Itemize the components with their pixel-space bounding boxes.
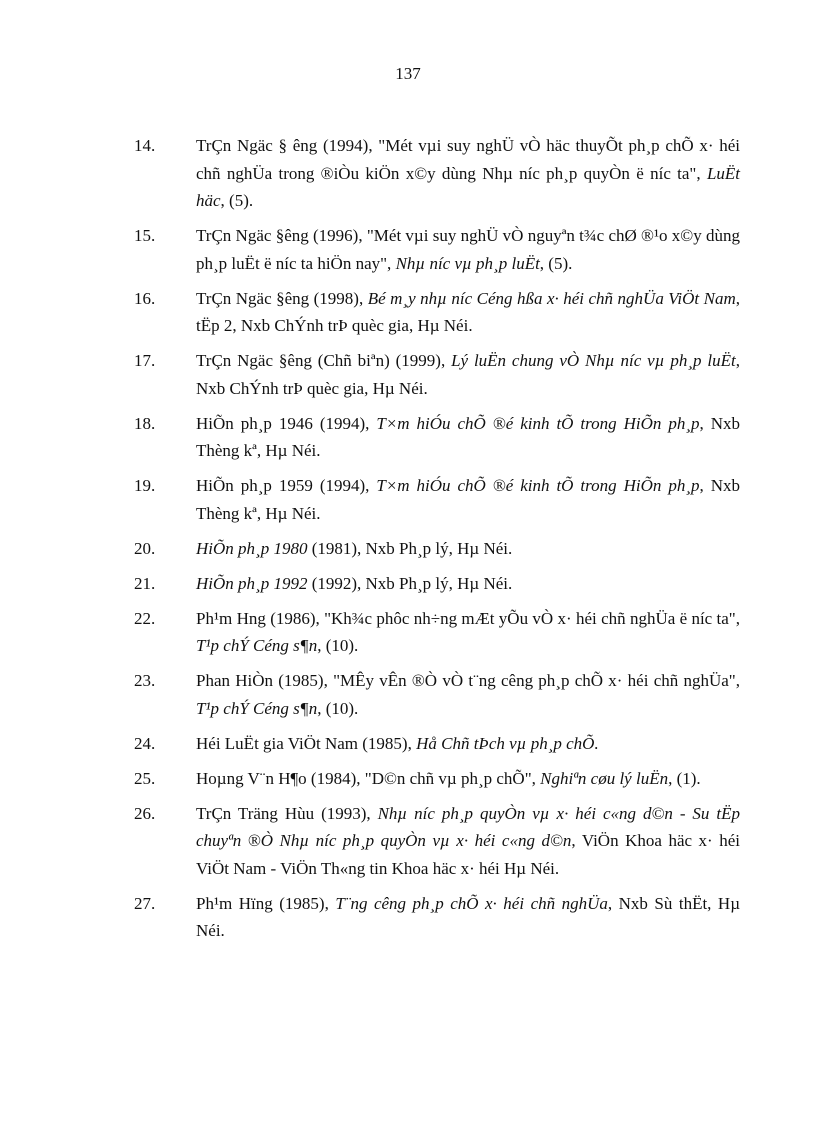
reference-text: Ph¹m Hïng (1985), (196, 893, 336, 913)
reference-text: TrÇn Ngäc §êng (1996), "Mét vµi suy nghÜ vÒ nguyªn t¾c chØ ®¹o x©y dùng ph¸p luËt ë níc ta hiÖn nay", (196, 226, 740, 273)
reference-title-italic: Hå Chñ tÞch vµ ph¸p chÕ. (416, 733, 599, 753)
reference-text: TrÇn Träng Hùu (1993), (196, 803, 378, 823)
reference-number: 19. (134, 476, 156, 495)
reference-item (134, 347, 740, 402)
reference-item (134, 730, 740, 758)
reference-number: 21. (134, 573, 156, 593)
reference-number: 15. (134, 226, 156, 245)
reference-title-italic: Nhµ níc ph¸p quyÒn vµ x· héi c«ng d©n - Su tËp chuyªn ®Ò Nhµ níc ph¸p quyÒn vµ x· héi c«ng d©n (196, 803, 740, 850)
reference-title-italic: T¹p chÝ Céng s¶n (196, 698, 318, 718)
reference-number: 26. (134, 803, 156, 823)
reference-number: 14. (134, 136, 156, 155)
reference-text: Héi LuËt gia ViÖt Nam (1985), (196, 733, 417, 753)
reference-text: TrÇn Ngäc §êng (1998), (196, 288, 368, 308)
reference-text: Ph¹m Hng (1986), "Kh¾c phôc nh÷ng mÆt yÕu vÒ x· héi chñ nghÜa ë níc ta", (196, 608, 740, 628)
reference-title-italic: Nhµ níc vµ ph¸p luËt (395, 253, 540, 273)
reference-item (134, 667, 740, 722)
reference-number: 25. (134, 768, 156, 788)
reference-title-italic: T¹p chÝ Céng s¶n (196, 636, 318, 655)
reference-number: 18. (134, 413, 156, 433)
reference-item (134, 472, 740, 527)
reference-title-italic: Nghiªn cøu lý luËn (540, 768, 669, 788)
reference-item (134, 410, 740, 465)
reference-number: 23. (134, 671, 156, 690)
reference-title-italic: HiÕn ph¸p 1992 (196, 573, 308, 593)
reference-item (134, 222, 740, 277)
reference-title-italic: LuËt häc (196, 163, 740, 210)
reference-title-italic: HiÕn ph¸p 1980 (196, 538, 308, 558)
reference-title-italic: Lý luËn chung vÒ Nhµ níc vµ ph¸p luËt (451, 351, 736, 370)
reference-text: (1992), Nxb Ph¸p lý, Hµ Néi. (307, 573, 513, 593)
reference-text: HiÕn ph¸p 1946 (1994), (196, 413, 377, 433)
reference-item (134, 800, 740, 883)
reference-text: TrÇn Ngäc §êng (Chñ biªn) (1999), (196, 351, 452, 370)
reference-text: HiÕn ph¸p 1959 (1994), (196, 476, 377, 495)
reference-number: 16. (134, 288, 156, 308)
reference-text: , Nxb Sù thËt, Hµ Néi. (196, 893, 741, 940)
reference-list (134, 132, 740, 952)
reference-item (134, 570, 740, 598)
reference-title-italic: T×m hiÓu chÕ ®é kinh tÕ trong HiÕn ph¸p (376, 413, 700, 433)
reference-text: Phan HiÒn (1985), "MÊy vÊn ®Ò vÒ t¨ng cêng ph¸p chÕ x· héi chñ nghÜa", (196, 671, 740, 690)
reference-title-italic: T×m hiÓu chÕ ®é kinh tÕ trong HiÕn ph¸p (376, 476, 700, 495)
reference-text: , (5). (539, 253, 573, 273)
reference-number: 20. (134, 538, 156, 558)
reference-number: 27. (134, 893, 156, 913)
reference-text: Hoµng V¨n H¶o (1984), "D©n chñ vµ ph¸p chÕ", (196, 768, 541, 788)
reference-text: , (10). (317, 636, 359, 655)
reference-item (134, 285, 740, 340)
reference-number: 24. (134, 733, 156, 753)
reference-text: , (1). (668, 768, 701, 788)
reference-title-italic: T¨ng cêng ph¸p chÕ x· héi chñ nghÜa (335, 893, 608, 913)
reference-text: , Nxb Thèng kª, Hµ Néi. (196, 476, 740, 523)
reference-item (134, 765, 740, 793)
reference-text: , Nxb Thèng kª, Hµ Néi. (196, 413, 740, 460)
reference-item (134, 605, 740, 660)
reference-number: 17. (134, 351, 156, 370)
reference-item (134, 890, 740, 945)
reference-number: 22. (134, 608, 156, 628)
reference-text: , ViÖn Khoa häc x· héi ViÖt Nam - ViÖn Th«ng tin Khoa häc x· héi Hµ Néi. (196, 831, 740, 878)
reference-item (134, 535, 740, 563)
reference-text: TrÇn Ngäc § êng (1994), "Mét vµi suy nghÜ vÒ häc thuyÕt ph¸p chÕ x· héi chñ nghÜa trong ®iÒu kiÖn x©y dùng Nhµ níc ph¸p quyÒn ë níc ta", (196, 136, 740, 183)
reference-text: (1981), Nxb Ph¸p lý, Hµ Néi. (307, 538, 513, 558)
reference-item (134, 132, 740, 215)
reference-text: , Nxb ChÝnh trÞ quèc gia, Hµ Néi. (196, 351, 740, 398)
reference-title-italic: Bé m¸y nhµ níc Céng hßa x· héi chñ nghÜa ViÖt Nam (367, 288, 736, 308)
page-number: 137 (395, 64, 421, 83)
reference-text: , tËp 2, Nxb ChÝnh trÞ quèc gia, Hµ Néi. (196, 288, 740, 335)
reference-text: , (5). (220, 191, 254, 210)
reference-text: , (10). (317, 698, 359, 718)
